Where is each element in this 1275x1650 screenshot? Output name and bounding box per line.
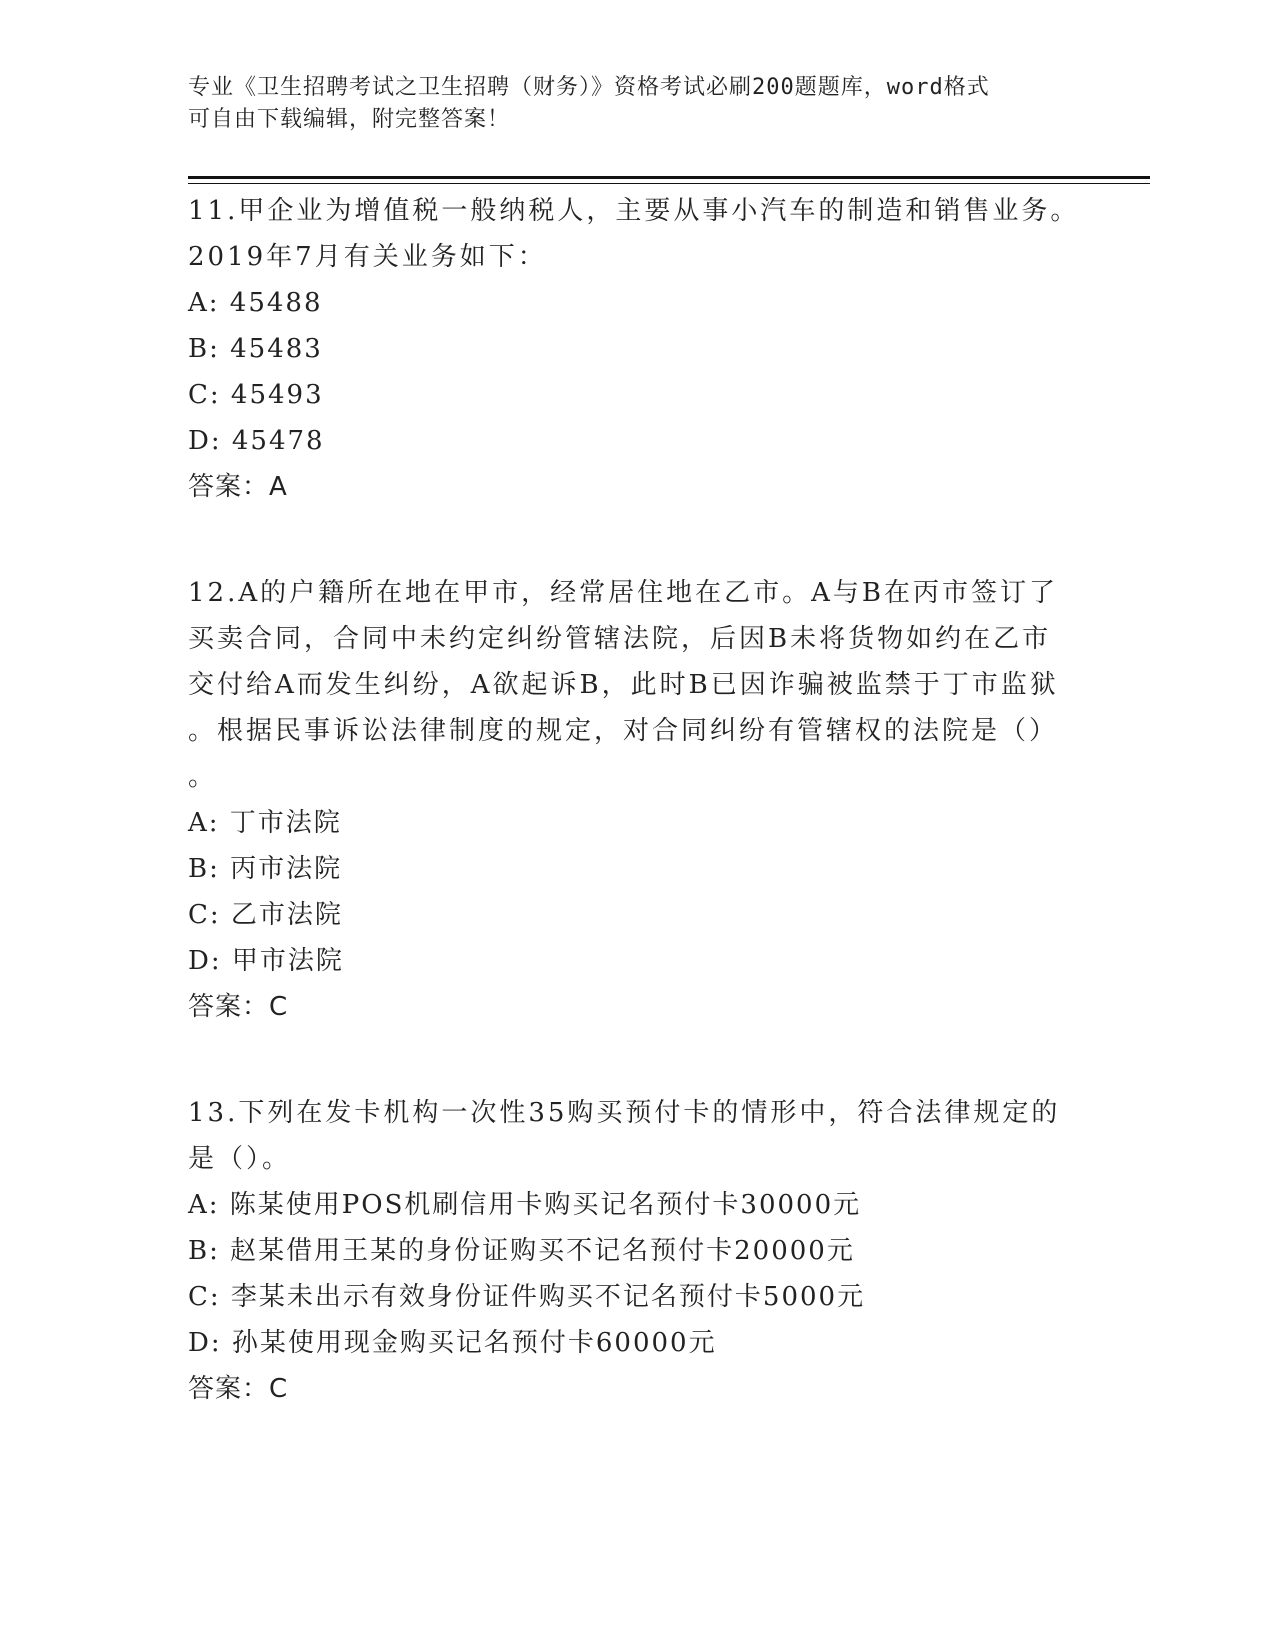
option-a: A: 45488: [188, 288, 323, 318]
question-text-line: 12.A的户籍所在地在甲市，经常居住地在乙市。A与B在丙市签订了: [188, 578, 1059, 608]
question-12: [188, 570, 1088, 1030]
option-d: D: 45478: [188, 426, 325, 456]
option-b: B: 丙市法院: [188, 854, 343, 884]
answer-line: 答案：A: [188, 472, 288, 502]
option-a: A: 丁市法院: [188, 808, 342, 838]
question-text-line: 11.甲企业为增值税一般纳税人，主要从事小汽车的制造和销售业务。: [188, 196, 1080, 226]
option-c: C: 45493: [188, 380, 324, 410]
question-text-line: 2019年7月有关业务如下：: [188, 242, 547, 272]
question-text-line: 。根据民事诉讼法律制度的规定，对合同纠纷有管辖权的法院是（）: [188, 716, 1059, 746]
question-text-line: 13.下列在发卡机构一次性35购买预付卡的情形中，符合法律规定的: [188, 1098, 1061, 1128]
question-text-line: 交付给A而发生纠纷，A欲起诉B，此时B已因诈骗被监禁于丁市监狱: [188, 670, 1059, 700]
question-list: [188, 188, 1088, 1412]
page-header: [188, 72, 1068, 136]
option-d: D: 孙某使用现金购买记名预付卡60000元: [188, 1328, 717, 1358]
answer-line: 答案：C: [188, 1374, 289, 1404]
question-spacer: [188, 510, 1088, 570]
header-line-2: 可自由下载编辑，附完整答案！: [188, 107, 511, 132]
header-divider-thick: [188, 176, 1150, 179]
option-b: B: 45483: [188, 334, 323, 364]
question-spacer: [188, 1030, 1088, 1090]
option-c: C: 李某未出示有效身份证件购买不记名预付卡5000元: [188, 1282, 866, 1312]
question-11: [188, 188, 1088, 510]
option-d: D: 甲市法院: [188, 946, 344, 976]
option-a: A: 陈某使用POS机刷信用卡购买记名预付卡30000元: [188, 1190, 862, 1220]
header-line-1: 专业《卫生招聘考试之卫生招聘（财务）》资格考试必刷200题题库，word格式: [188, 75, 990, 100]
question-text-line: 。: [188, 762, 218, 792]
answer-line: 答案：C: [188, 992, 289, 1022]
question-13: [188, 1090, 1088, 1412]
header-divider-thin: [188, 183, 1150, 184]
question-text-line: 买卖合同，合同中未约定纠纷管辖法院，后因B未将货物如约在乙市: [188, 624, 1052, 654]
option-c: C: 乙市法院: [188, 900, 343, 930]
option-b: B: 赵某借用王某的身份证购买不记名预付卡20000元: [188, 1236, 855, 1266]
question-text-line: 是（）。: [188, 1144, 292, 1174]
